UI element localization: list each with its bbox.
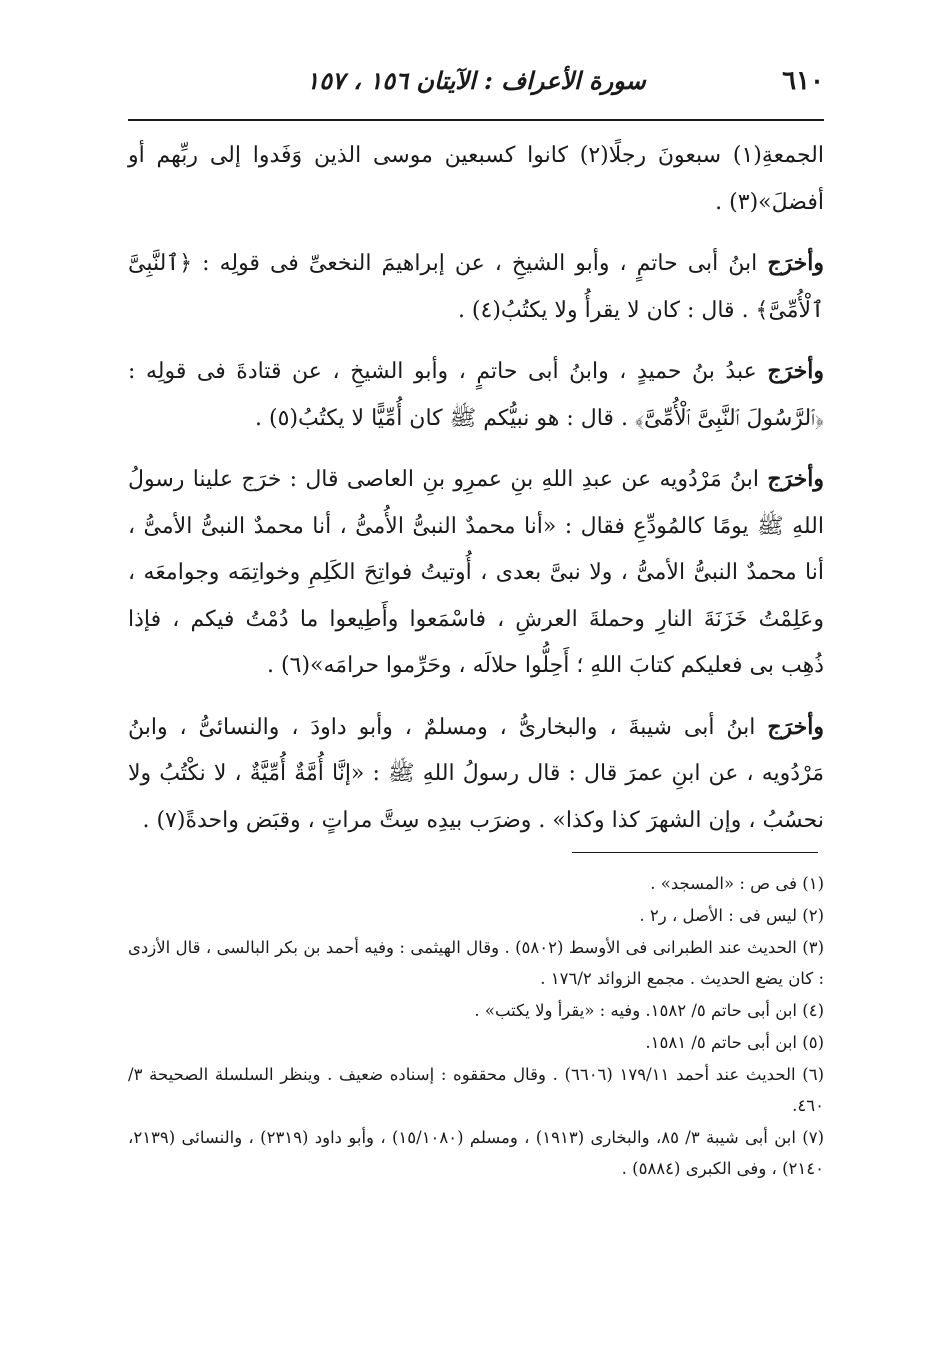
paragraph [128, 132, 824, 226]
paragraph-text: ابنُ أبى شيبةَ ، والبخارىُّ ، ومسلمٌ ، وأبو داودَ ، والنسائىُّ ، وابنُ مَرْدُويه ، عن ابنِ عمرَ قال : قال رسولُ اللهِ ﷺ : «إنَّا أُمَّةٌ أُمِّيَّةٌ ، لا نكْتُبُ ولا نحسُبُ ، وإن الشهرَ كذا وكذا» . وضرَب بيدِه سِتَّ مراتٍ ، وقبَض واحدةً(٧) . [128, 714, 824, 833]
footnote: (٧) ابن أبى شيبة ٣/ ٨٥، والبخارى (١٩١٣) ، ومسلم (١٥/١٠٨٠) ، وأبو داود (٢٣١٩) ، والنسائى (٢١٣٩، ٢١٤٠) ، وفى الكبرى (٥٨٨٤) . [128, 1128, 824, 1178]
paragraph [128, 456, 824, 690]
footnote: (٥) ابن أبى حاتم ٥/ ١٥٨١. [645, 1033, 824, 1052]
paragraph-text: الجمعةِ(١) سبعونَ رجلًا(٢) كانوا كسبعين موسى الذين وَفَدوا إلى ربِّهم أو أفضلَ»(٣) . [128, 143, 824, 215]
footnote: (٢) ليس فى : الأصل ، ر٢ . [639, 906, 824, 925]
page-number: ٦١٠ [782, 66, 824, 96]
footnote: (٤) ابن أبى حاتم ٥/ ١٥٨٢. وفيه : «يقرأ ولا يكتب» . [474, 1001, 824, 1020]
paragraph-text: ابنُ أبى حاتمٍ ، وأبو الشيخِ ، عن إبراهيمَ النخعىِّ فى قولِه : ﴿ٱلنَّبِىَّ ٱلْأُمِّىَّ﴾ . قال : كان لا يقرأُ ولا يكتُبُ(٤) . [128, 251, 824, 323]
footnote: (١) فى ص : «المسجد» . [650, 874, 824, 893]
running-title: سورة الأعراف : الآيتان ١٥٦ ، ١٥٧ [306, 66, 646, 95]
paragraph [128, 348, 824, 442]
main-text [128, 132, 824, 858]
paragraph-lead: وأخرَج [767, 466, 824, 492]
footnotes [128, 868, 824, 1185]
paragraph-lead: وأخرَج [767, 713, 824, 740]
footnote: (٦) الحديث عند أحمد ١٧٩/١١ (٦٦٠٦) . وقال محققوه : إسناده ضعيف . وينظر السلسلة الصحيحة ٣/ ٤٦٠. [128, 1065, 825, 1115]
header-rule [128, 119, 824, 121]
page-header [128, 62, 824, 106]
paragraph [128, 240, 824, 334]
footnote: (٣) الحديث عند الطبرانى فى الأوسط (٥٨٠٢) . وقال الهيثمى : وفيه أحمد بن بكر البالسى ، قال الأزدى : كان يضع الحديث . مجمع الزوائد ١٧٦/٢ . [128, 938, 824, 988]
paragraph-lead: وأخرَج [767, 358, 824, 384]
paragraph-lead: وأخرَج [767, 250, 824, 276]
paragraph-text: ابنُ مَرْدُويه عن عبدِ اللهِ بنِ عمرِو بنِ العاصى قال : خرَج علينا رسولُ اللهِ ﷺ يومًا كالمُودِّعِ فقال : «أنا محمدٌ النبىُّ الأُمىُّ ، أنا محمدٌ النبىُّ الأمىُّ ، أنا محمدٌ النبىُّ الأمىُّ ، ولا نبىَّ بعدى ، أُوتيتُ فواتِحَ الكَلِمِ وخواتِمَه وجوامعَه ، وعَلِمْتُ خَزَنَةَ النارِ وحملةَ العرشِ ، فاسْمَعوا وأَطِيعوا ما دُمْتُ فيكم ، فإذا ذُهِب بى فعليكم كتابَ اللهِ ؛ أَحِلُّوا حلالَه ، وحَرِّموا حرامَه»(٦) . [128, 467, 824, 678]
paragraph [128, 704, 824, 845]
footnote-rule [572, 852, 818, 853]
paragraph-text: عبدُ بنُ حميدٍ ، وابنُ أبى حاتمٍ ، وأبو الشيخِ ، عن قتادةَ فى قولِه : ﴿ٱلرَّسُولَ ٱلنَّبِىَّ ٱلْأُمِّىَّ﴾ . قال : هو نبيُّكم ﷺ كان أُمِّيًّا لا يكتُبُ(٥) . [128, 359, 824, 431]
